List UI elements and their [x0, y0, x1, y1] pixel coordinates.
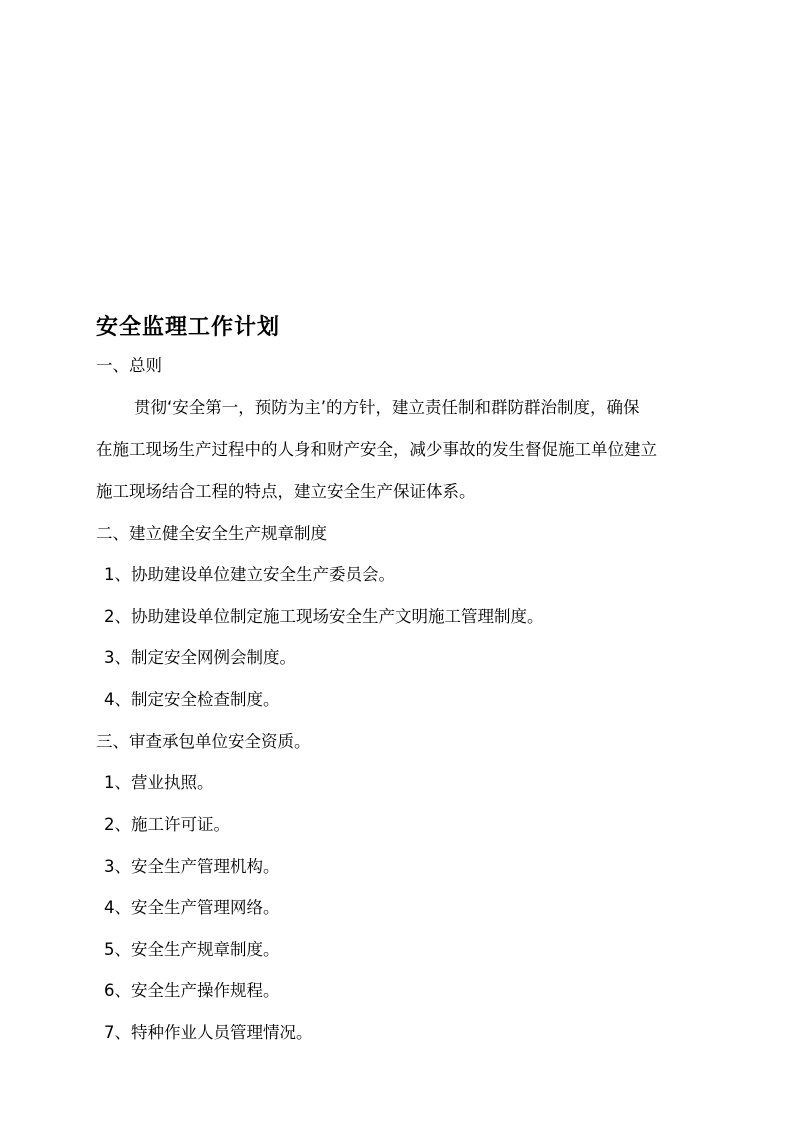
list-item: 4、制定安全检查制度。 [104, 690, 280, 709]
list-item: 3、安全生产管理机构。 [104, 857, 280, 876]
section-heading-qualification: 三、审查承包单位安全资质。 [96, 732, 311, 751]
document-title: 安全监理工作计划 [96, 314, 281, 340]
list-item: 1、营业执照。 [104, 773, 214, 792]
list-item: 2、施工许可证。 [104, 815, 230, 834]
list-item: 5、安全生产规章制度。 [104, 940, 280, 959]
list-item: 3、制定安全网例会制度。 [104, 648, 296, 667]
section-heading-general: 一、总则 [96, 356, 162, 375]
paragraph-line: 贯彻‘安全第一，预防为主’的方针，建立责任制和群防群治制度，确保 [134, 398, 640, 417]
paragraph-line: 施工现场结合工程的特点，建立安全生产保证体系。 [96, 482, 476, 501]
list-item: 6、安全生产操作规程。 [104, 981, 280, 1000]
list-item: 1、协助建设单位建立安全生产委员会。 [104, 565, 395, 584]
section-heading-rules: 二、建立健全安全生产规章制度 [96, 524, 327, 543]
list-item: 7、特种作业人员管理情况。 [104, 1023, 313, 1042]
list-item: 2、协助建设单位制定施工现场安全生产文明施工管理制度。 [104, 607, 544, 626]
paragraph-line: 在施工现场生产过程中的人身和财产安全，减少事故的发生督促施工单位建立 [96, 440, 657, 459]
list-item: 4、安全生产管理网络。 [104, 898, 280, 917]
